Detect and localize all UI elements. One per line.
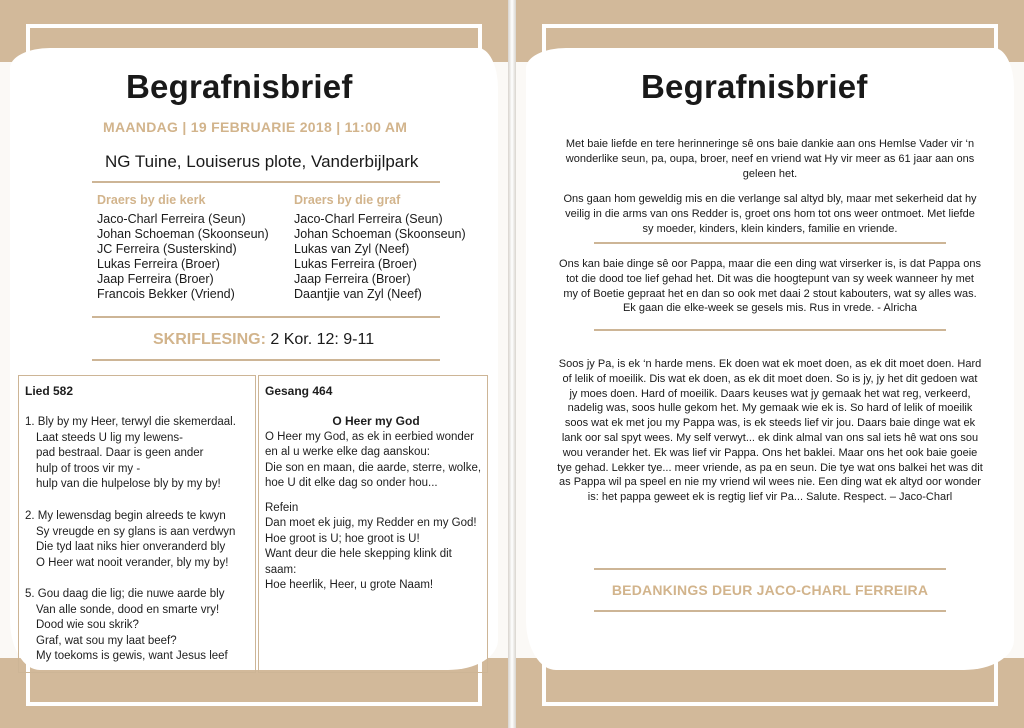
text-line: jy moes doen. Hard of moeilik. Daars keuses wat jy gemaak het wat reg, verkeerd, (569, 387, 971, 400)
text-line: tye gehad. Lekker tye... meer vriende, as pa en seun. Die tye wat ons balkei het was dit (557, 461, 983, 474)
verse-line: hoe U dit elke dag so onder hou... (265, 477, 438, 490)
divider (92, 359, 440, 361)
divider (92, 316, 440, 318)
verse-line: Van alle sonde, dood en smarte vry! (36, 603, 220, 616)
text-line: tot die dood toe lief gehad het. Dit was die hoogtepunt van sy week wanneer hy met (566, 272, 974, 285)
verse-line: 1. Bly by my Heer, terwyl die skemerdaal. (25, 416, 236, 428)
verse-line: Dood wie sou skrik? (36, 619, 139, 632)
text-line: wonderlike seun, pa, oupa, broer, neef en vriend wat Hy vir meer as 61 jaar aan ons (565, 152, 975, 165)
verse-line: My toekoms is gewis, want Jesus leef (36, 650, 228, 663)
hymn-title: Gesang 464 (265, 384, 333, 398)
verse-line: en al u werke elke dag aanskou: (265, 446, 430, 459)
text-line: Ons kan baie dinge sê oor Pappa, maar die een ding wat virserker is, is dat Pappa ons (559, 258, 981, 270)
verse-line: Die tyd laat niks hier onveranderd bly (36, 541, 226, 554)
text-line: Met baie liefde en tere herinneringe sê ons baie dankie aan ons Hemlse Vader vir ‘n (565, 138, 975, 150)
verse-line: Sy vreugde en sy glans is aan verdwyn (36, 525, 236, 538)
text-line: nadelig was, soos hulle gekom het. My gemaak wie ek is. So hard of lelik of moeilik (567, 402, 973, 415)
text-line: Ons gaan hom geweldig mis en die verlange sal altyd bly, maar met sekerheid dat hy (563, 193, 977, 205)
hymn-stanza (265, 430, 481, 492)
scripture-reference: 2 Kor. 12: 9-11 (270, 331, 375, 348)
verse-line: 2. My lewensdag begin alreeds te kwyn (25, 510, 226, 522)
text-line: my of Boetie gepraat het en dan so ook met daai 2 stout kabouters, wat sy alles was. (563, 287, 977, 300)
verse-line: 5. Gou daag die lig; die nuwe aarde bly (25, 588, 225, 600)
list-item: Lukas van Zyl (Neef) (294, 242, 410, 257)
hymn-verse (25, 415, 236, 493)
left-page (0, 0, 508, 728)
verse-line: hulp of troos vir my - (36, 462, 141, 475)
acknowledgement-heading: BEDANKINGS DEUR JACO-CHARL FERREIRA (611, 582, 929, 598)
grave-bearers-list (294, 212, 466, 303)
divider (594, 242, 946, 244)
list-item: Jaap Ferreira (Broer) (294, 272, 411, 287)
divider (594, 329, 946, 331)
text-line: lank oor sal spyt wees. My self verwyt... ek dink almal van ons sal iets hê wat ons sou (561, 431, 979, 444)
list-item: Johan Schoeman (Skoonseun) (97, 227, 269, 242)
verse-line: Dan moet ek juig, my Redder en my God! (265, 517, 477, 530)
list-item: Daantjie van Zyl (Neef) (294, 287, 422, 302)
verse-line: Hoe groot is U; hoe groot is U! (265, 532, 420, 545)
list-item: Jaap Ferreira (Broer) (97, 272, 214, 287)
verse-line: Hoe heerlik, Heer, u grote Naam! (265, 579, 434, 592)
list-item: Jaco-Charl Ferreira (Seun) (97, 212, 246, 226)
list-item: JC Ferreira (Susterskind) (97, 242, 237, 257)
grave-bearers-heading: Draers by die graf (294, 193, 401, 207)
hymn-refrain (265, 501, 477, 593)
church-bearers-heading: Draers by die kerk (97, 193, 206, 207)
text-line: soos wat ek met jou my Pappa was, is ek steeds lief vir jou. Daars baie dinge wat ek (564, 417, 976, 430)
verse-line: hulp van die hulpelose bly by my by! (36, 478, 221, 491)
alricha-paragraph (524, 257, 1016, 316)
church-bearers-list (97, 212, 269, 303)
list-item: Johan Schoeman (Skoonseun) (294, 227, 466, 242)
scripture-reading (153, 331, 374, 349)
right-page (516, 0, 1024, 728)
text-line: is: het pappa geweet ek is regtig lief vir Pa... Salute. Respect. – Jaco-Charl (587, 491, 953, 504)
hymn-subtitle: O Heer my God (332, 414, 420, 428)
service-venue: NG Tuine, Louiserus plote, Vanderbijlpark (105, 152, 419, 171)
verse-line: Laat steeds U lig my lewens- (36, 431, 184, 444)
list-item: Lukas Ferreira (Broer) (97, 257, 220, 272)
verse-line: Graf, wat sou my laat beef? (36, 634, 177, 647)
page-title: Begrafnisbrief (126, 68, 353, 105)
verse-line: Die son en maan, die aarde, sterre, wolke, (265, 461, 482, 474)
jaco-charl-paragraph (524, 357, 1016, 505)
divider (594, 568, 946, 570)
hymn-verse (25, 509, 235, 571)
hymn-title: Lied 582 (25, 384, 74, 398)
verse-line: saam: (265, 563, 297, 576)
text-line: wou verander het. Ek was lief vir Pappa. Ons het baklei. Maar ons het ook baie goeie (562, 446, 978, 459)
page-title: Begrafnisbrief (641, 68, 868, 105)
text-line: Ek gaan die elke-week se gesels mis. Rus in vrede. - Alricha (622, 302, 918, 315)
list-item: Jaco-Charl Ferreira (Seun) (294, 212, 443, 226)
text-line: as Pappa wil pa speel en nie my vriend wil wees nie. Een ding wat ek altyd oor wonder (559, 476, 981, 489)
divider (594, 610, 946, 612)
verse-line: O Heer my God, as ek in eerbied wonder (265, 431, 475, 443)
verse-line: O Heer wat nooit verander, bly my by! (36, 556, 229, 569)
text-line: geleen het. (742, 167, 798, 180)
refrain-label: Refein (265, 502, 299, 514)
text-line: Soos jy Pa, is ek ‘n harde mens. Ek doen wat ek moet doen, as ek dit moet doen. Hard (558, 358, 982, 370)
divider (92, 181, 440, 183)
service-date: MAANDAG | 19 FEBRUARIE 2018 | 11:00 AM (103, 119, 408, 135)
list-item: Francois Bekker (Vriend) (97, 287, 235, 302)
text-line: sy moeder, kinders, klein kinders, familie en vriende. (642, 222, 898, 235)
verse-line: pad bestraal. Daar is geen ander (36, 447, 204, 460)
verse-line: Want deur die hele skepping klink dit (265, 548, 452, 561)
text-line: of lelik of moeilik. Dis wat ek doen, as ek dit moet doen. So is jy, jy het dit gedoen wat (562, 372, 978, 385)
scripture-label: SKRIFLESING: (153, 331, 266, 348)
text-line: veilig in die arms van ons Redder is, groet ons hom tot ons weer ontmoet. Met liefde (565, 207, 975, 220)
page-gutter (508, 0, 516, 728)
thanks-paragraph (524, 137, 1016, 181)
family-paragraph (524, 192, 1016, 236)
list-item: Lukas Ferreira (Broer) (294, 257, 417, 272)
hymn-verse (25, 587, 228, 665)
